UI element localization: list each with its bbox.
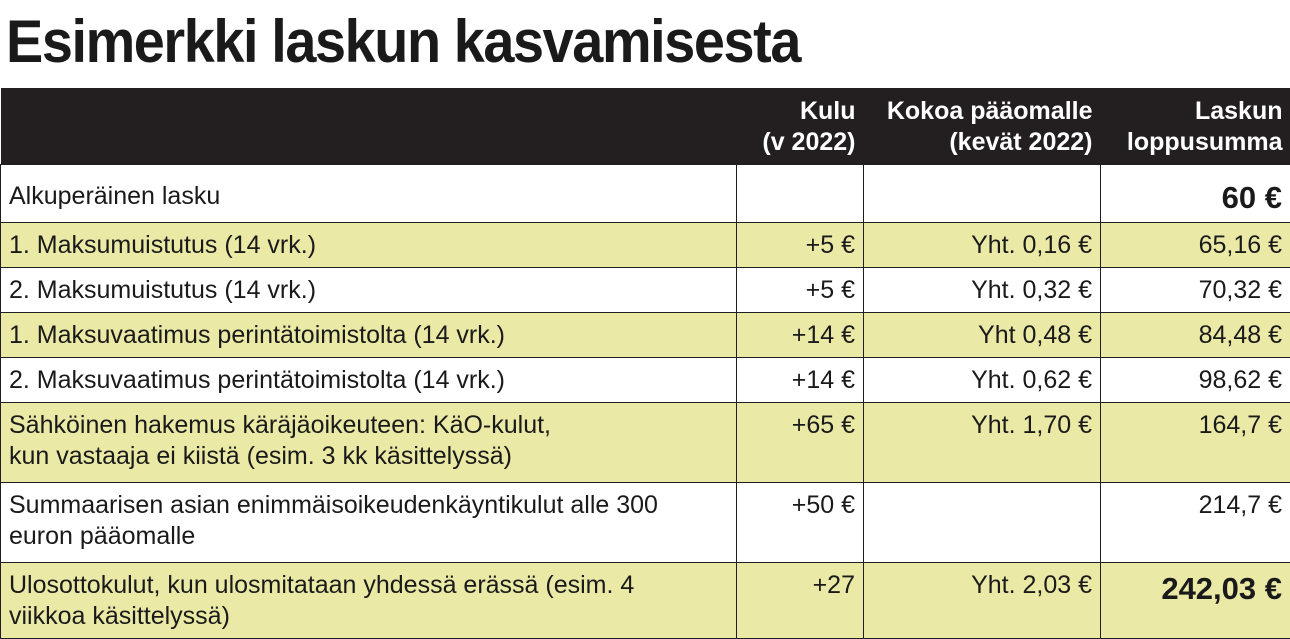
row-total: 164,7 € [1101,402,1290,482]
table-row [1,357,1290,402]
table-row [1,267,1290,312]
header-interest [864,88,1101,164]
table-row [1,312,1290,357]
row-total: 84,48 € [1101,312,1290,357]
row-cost: +65 € [737,402,864,482]
header-cost-line2: (v 2022) [741,127,856,158]
row-interest: Yht 0,48 € [864,312,1101,357]
row-interest: Yht. 0,16 € [864,222,1101,267]
row-total: 98,62 € [1101,357,1290,402]
row-total: 70,32 € [1101,267,1290,312]
row-total: 60 € [1101,164,1290,222]
row-cost: +50 € [737,482,864,562]
row-description-line2: kun vastaaja ei kiistä (esim. 3 kk käsittelyssä) [9,442,512,470]
row-description-line1: Ulosottokulut, kun ulosmitataan yhdessä erässä (esim. 4 [9,571,634,599]
table-row [1,562,1290,638]
header-total [1101,88,1290,164]
table-body [1,164,1290,638]
row-description: 1. Maksuvaatimus perintätoimistolta (14 vrk.) [1,312,737,357]
row-total: 65,16 € [1101,222,1290,267]
header-description [1,88,737,164]
row-interest: Yht. 2,03 € [864,562,1101,638]
row-interest: Yht. 1,70 € [864,402,1101,482]
row-description [1,402,737,482]
row-interest: Yht. 0,32 € [864,267,1101,312]
table-row [1,164,1290,222]
row-total: 242,03 € [1101,562,1290,638]
row-cost: +5 € [737,267,864,312]
header-total-line1: Laskun [1105,96,1283,127]
row-cost: +27 [737,562,864,638]
row-interest [864,482,1101,562]
row-description [1,562,737,638]
row-description [1,482,737,562]
header-interest-line2: (kevät 2022) [868,127,1093,158]
row-cost: +14 € [737,357,864,402]
table-row [1,482,1290,562]
header-interest-line1: Kokoa pääomalle [868,96,1093,127]
cost-table [0,88,1290,639]
row-description: 2. Maksumuistutus (14 vrk.) [1,267,737,312]
row-cost [737,164,864,222]
row-cost: +14 € [737,312,864,357]
table-row [1,222,1290,267]
row-interest [864,164,1101,222]
header-cost-line1: Kulu [741,96,856,127]
row-description: Alkuperäinen lasku [1,164,737,222]
page-title: Esimerkki laskun kasvamisesta [6,6,800,78]
header-cost [737,88,864,164]
row-description-line2: viikkoa käsittelyssä) [9,602,230,630]
table-row [1,402,1290,482]
row-cost: +5 € [737,222,864,267]
row-description-line1: Summaarisen asian enimmäisoikeudenkäyntikulut alle 300 [9,491,658,519]
row-description-line1: Sähköinen hakemus käräjäoikeuteen: KäO-kulut, [9,411,551,439]
row-description: 1. Maksumuistutus (14 vrk.) [1,222,737,267]
row-total: 214,7 € [1101,482,1290,562]
row-description: 2. Maksuvaatimus perintätoimistolta (14 vrk.) [1,357,737,402]
row-description-line2: euron pääomalle [9,522,195,550]
row-interest: Yht. 0,62 € [864,357,1101,402]
header-total-line2: loppusumma [1105,127,1283,158]
table-header [1,88,1290,164]
header-row [1,88,1290,164]
